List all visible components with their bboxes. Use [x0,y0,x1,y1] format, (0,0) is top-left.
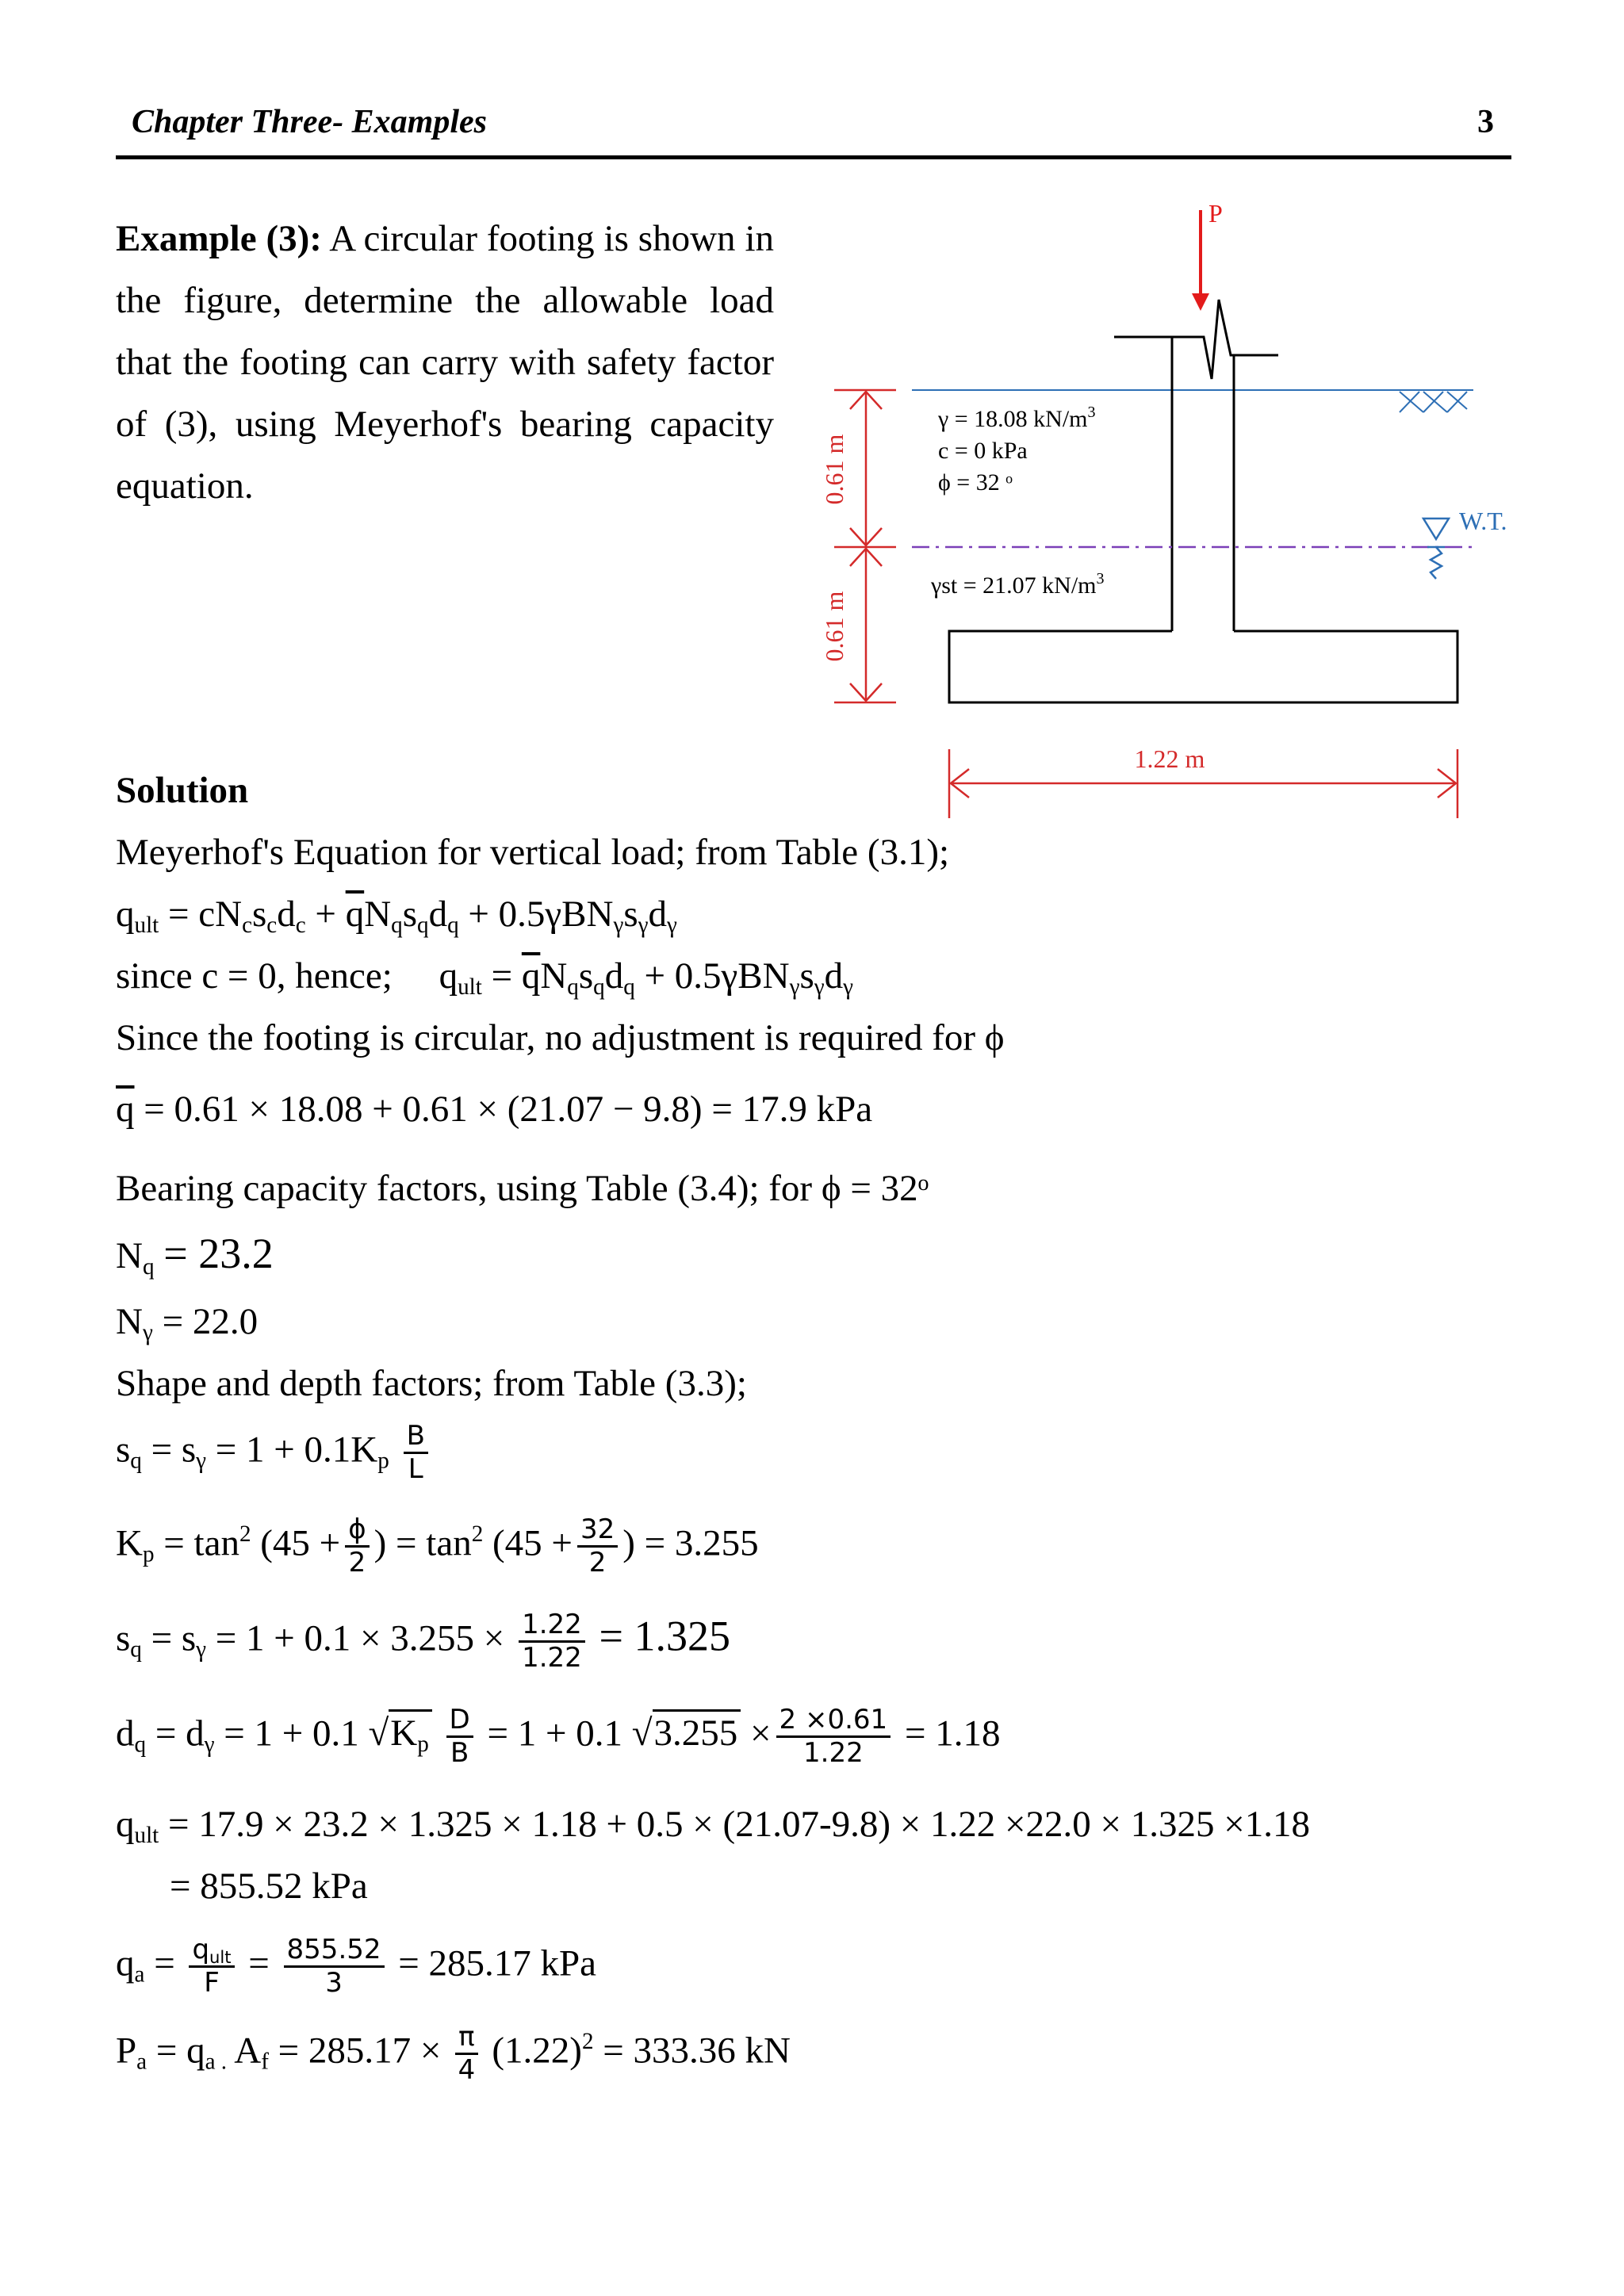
solution-line-bearing-factors: Bearing capacity factors, using Table (3.4); for ϕ = 32ᵒ [116,1168,929,1209]
fraction-qa-numeric [284,1934,385,1999]
gamma-st-exp: 3 [1096,570,1105,587]
dq-result: = 1.18 [904,1712,1001,1755]
solution-line-circular: Since the footing is circular, no adjustment is required for ϕ [116,1017,1005,1058]
qbar-text: = 0.61 × 18.08 + 0.61 × (21.07 − 9.8) = 17.9 kPa [144,1089,873,1130]
dim-upper-label: 0.61 m [820,434,848,505]
cohesion-label: c = 0 kPa [938,438,1028,464]
kp-result: ) = 3.255 [622,1522,759,1564]
gamma-text: γ = 18.08 kN/m [938,406,1088,432]
gamma-st-text: γst = 21.07 kN/m [931,572,1097,599]
example-text: A circular footing is shown in the figure, determine the allowable load that the footing can carry with safety factor of (3), using Meyerhof's bearing capacity equation. [116,218,774,507]
equation-ngamma: $N_\gamma = 22.0$ [116,1301,259,1346]
equation-qult-value: = 855.52 kPa [170,1866,368,1907]
equation-kp: $K_p = \tan^2 (45$ + $\frac{\phi}{2}$ ) = $\tan^2 (45$ + $\frac{32}{2}$ ) = 3.255 [116,1513,759,1579]
ground-hatch [1400,392,1467,412]
header-rule [116,155,1511,159]
equation-qult-numeric: $q_{ult} = 17.9 \times 23.2 \times 1.325 \times 1.18 + 0.5 \times (21.07-9.8) \times 1.22 \times 22.0 \times 1.325 \times 1.18$ [116,1804,1311,1849]
pa-result: = 333.36 kN [603,2030,791,2072]
equation-shape-factor: $s_q = s_\gamma = 1 + 0.1K_p$ $\frac{B}{L}$ [116,1421,433,1485]
equation-nq: $N_q = 23.2$ [116,1230,274,1280]
solution-heading: Solution [116,770,249,811]
sq-result: = 1.325 [599,1612,730,1660]
dim-lower-label: 0.61 m [820,591,848,662]
fraction-pi-over-4: $\frac{\pi}{4}$ [455,2022,477,2086]
equation-dq: $d_q = d_\gamma = 1 + 0.1$ $√K_p$ $\frac{D}{B}$ = 1 + 0.1 √3.255 × $\frac{2 \times 0.61}{1.22}$ = 1.18 [116,1704,1001,1770]
gamma-label [937,404,1096,432]
fraction-d-over-b: $\frac{D}{B}$ [446,1705,473,1769]
qult-line: = 17.9 × 23.2 × 1.325 × 1.18 + 0.5 × (21.07-9.8) × 1.22 ×22.0 × 1.325 ×1.18 [168,1804,1311,1845]
water-table-label: W.T. [1459,507,1507,535]
width-label: 1.22 m [1134,744,1205,773]
chapter-title: Chapter Three- Examples [132,104,487,140]
footing-base [949,631,1457,702]
qa-result: = 285.17 kPa [398,1942,597,1984]
phi-label: ϕ = 32 ᵒ [938,469,1013,496]
example-statement [116,208,774,517]
fraction-qult-over-f: $\frac{q_{ult}}{F}$ [189,1934,234,1999]
fraction-1-22-over-1-22: $\frac{1.22}{1.22}$ [519,1609,585,1674]
equation-qult-reduced: since c = 0, hence; $q_{ult} = \overline{q}N_qs_qd_q + 0.5\gamma BN_\gamma s_\gamma d_\gamma$ [116,955,854,1001]
solution-line-equation-intro: Meyerhof's Equation for vertical load; from Table (3.1); [116,832,950,873]
gamma-exp: 3 [1087,404,1096,421]
load-label: P [1208,199,1223,228]
fraction-phi-over-2: $\frac{\phi}{2}$ [345,1514,369,1578]
gamma-st-label [930,570,1105,599]
footing-figure [793,190,1546,825]
fraction-b-over-l: $\frac{B}{L}$ [404,1421,428,1485]
sqrt-kp: $√K_p$ [368,1709,431,1755]
load-arrowhead [1192,293,1209,311]
equation-pa: $P_a = q_{a .}$ $A_f = 285.17$ × $\frac{\pi}{4}$ $(1.22)^2 = 333.36$ kN [116,2021,791,2087]
sqrt-3-255: √3.255 [632,1709,741,1755]
nq-value: = 23.2 [163,1230,274,1277]
page-number: 3 [1477,104,1494,140]
solution-line-shape-depth: Shape and depth factors; from Table (3.3); [116,1363,747,1404]
water-table-symbol [1423,519,1449,539]
fraction-2x0-61-over-1-22: $\frac{2 \times 0.61}{1.22}$ [776,1705,891,1769]
equation-sq-numeric: $s_q = s_\gamma = 1 + 0.1 \times 3.255$ × $\frac{1.22}{1.22}$ = 1.325 [116,1609,730,1674]
ngamma-value: = 22.0 [162,1301,259,1342]
equation-qult-general: $q_{ult} = cN_cs_cd_c + \overline{q}N_qs_qd_q + 0.5\gamma BN_\gamma s_\gamma d_\gamma$ [116,894,677,939]
equation-qbar: $\overline{q} = 0.61 \times 18.08 + 0.61 \times (21.07 - 9.8) = 17.9$ kPa [116,1089,873,1130]
qa-denominator: 3 [325,1967,343,1999]
example-label: Example (3): [116,218,322,259]
water-table-wave [1431,547,1442,579]
fraction-32-over-2: $\frac{32}{2}$ [577,1514,618,1578]
ground-break-line [1114,300,1278,379]
equation-qa: $q_a$ = $\frac{q_{ult}}{F}$ = $\frac{855.52}{3}$ = 285.17 kPa [116,1934,597,1999]
qa-numerator: 855.52 [284,1934,385,1968]
